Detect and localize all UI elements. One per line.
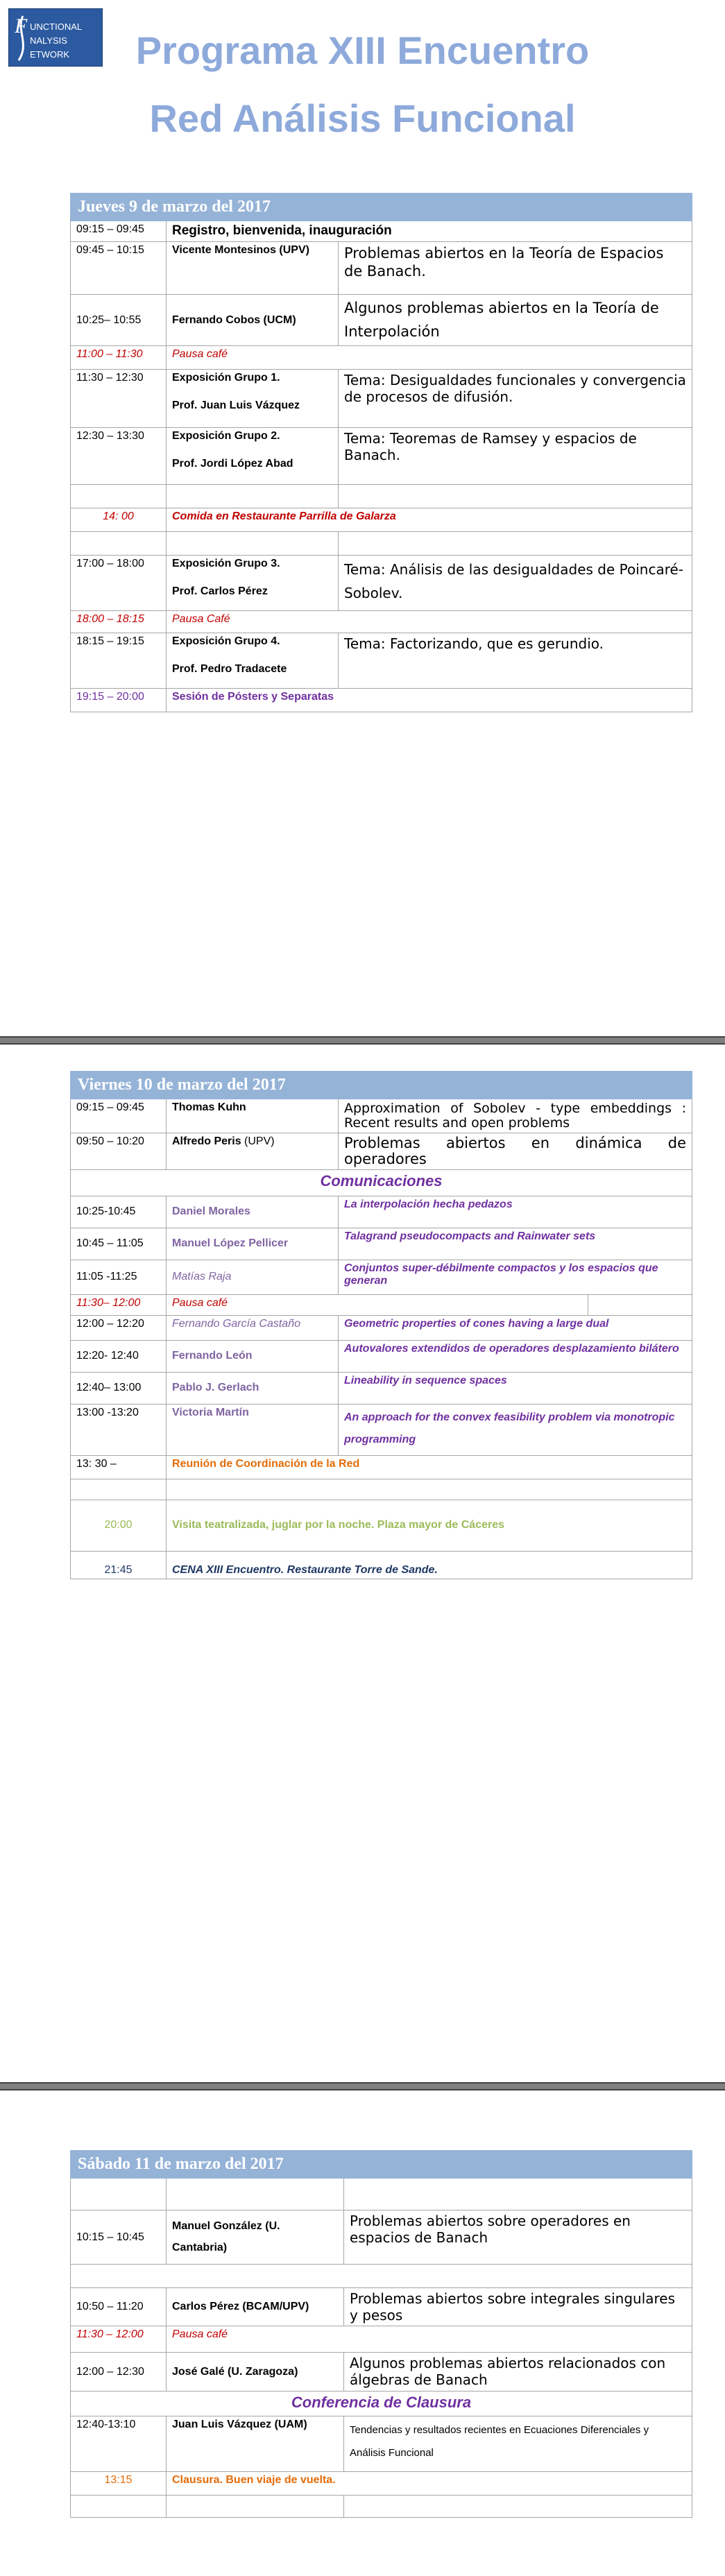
row-speaker: Victoria Martín [167, 1404, 339, 1455]
row-time: 10:45 – 11:05 [71, 1228, 167, 1260]
row-time: 11:30– 12:00 [71, 1294, 167, 1315]
row-speaker-name: Prof. Carlos Pérez [172, 585, 268, 598]
logo-line-2: NALYSIS [30, 35, 67, 46]
row-speaker: Alfredo Peris [172, 1135, 241, 1147]
row-talk: Tema: Teoremas de Ramsey y espacios de Banach. [339, 428, 692, 485]
row-speaker-name: Prof. Pedro Tradacete [172, 663, 287, 676]
row-talk: Algunos problemas abiertos en la Teoría de Interpolación [339, 295, 692, 346]
page-subtitle: Red Análisis Funcional [149, 96, 576, 140]
row-speaker: Manuel López Pellicer [167, 1228, 339, 1260]
row-time: 13:00 -13:20 [71, 1404, 167, 1455]
logo-initial: F [15, 15, 28, 37]
row-time: 09:50 – 10:20 [71, 1133, 167, 1169]
row-talk: Tema: Factorizando, que es gerundio. [339, 633, 692, 689]
row-time: 12:40-13:10 [71, 2416, 167, 2472]
row-talk: Tema: Análisis de las desigualdades de Poincaré-Sobolev. [339, 556, 692, 611]
row-time: 11:30 – 12:00 [71, 2326, 167, 2353]
row-speaker: Pablo J. Gerlach [167, 1372, 339, 1404]
row-speaker: Exposición Grupo 3. [172, 558, 280, 570]
row-time: 13: 30 – [71, 1455, 167, 1479]
row-time: 10:25– 10:55 [71, 295, 167, 346]
page-title: Programa XIII Encuentro [135, 28, 590, 72]
row-time: 12:20- 12:40 [71, 1340, 167, 1372]
row-time: 09:45 – 10:15 [71, 242, 167, 295]
section-heading: Conferencia de Clausura [71, 2392, 692, 2416]
row-speaker: José Galé (U. Zaragoza) [167, 2353, 344, 2392]
row-talk: Problemas abiertos sobre operadores en espacios de Banach [344, 2210, 692, 2265]
row-break: Pausa Café [167, 611, 692, 633]
row-speaker: Matías Raja [167, 1260, 339, 1294]
row-talk: Algunos problemas abiertos relacionados con álgebras de Banach [344, 2353, 692, 2392]
row-speaker: Vicente Montesinos (UPV) [167, 242, 339, 295]
row-talk: Approximation of Sobolev - type embeddings : Recent results and open problems [339, 1099, 692, 1133]
row-break: Pausa café [167, 346, 692, 370]
row-talk: Talagrand pseudocompacts and Rainwater sets [339, 1228, 692, 1260]
row-time: 12:00 – 12:30 [71, 2353, 167, 2392]
row-speaker: Fernando Cobos (UCM) [167, 295, 339, 346]
row-event: CENA XIII Encuentro. Restaurante Torre de Sande. [167, 1551, 692, 1579]
row-time: 17:00 – 18:00 [71, 556, 167, 611]
row-talk: Problemas abiertos en dinámica de operadores [339, 1133, 692, 1169]
row-talk: Lineability in sequence spaces [339, 1372, 692, 1404]
row-time: 21:45 [71, 1551, 167, 1579]
row-time: 18:15 – 19:15 [71, 633, 167, 689]
row-event: Registro, bienvenida, inauguración [167, 221, 692, 242]
row-talk: Problemas abiertos sobre integrales singulares y pesos [344, 2288, 692, 2326]
row-time: 14: 00 [71, 508, 167, 532]
row-time: 10:50 – 11:20 [71, 2288, 167, 2326]
row-speaker: Fernando García Castaño [167, 1315, 339, 1340]
page-divider [0, 1036, 725, 1045]
row-talk: La interpolación hecha pedazos [339, 1196, 692, 1228]
day-heading: Sábado 11 de marzo del 2017 [71, 2151, 692, 2179]
schedule-table-day3 [70, 2150, 692, 2518]
row-event: Sesión de Pósters y Separatas [167, 689, 692, 712]
row-event: Clausura. Buen viaje de vuelta. [167, 2472, 692, 2496]
logo-line-3: ETWORK [30, 49, 70, 60]
row-time: 09:15 – 09:45 [71, 221, 167, 242]
row-time: 18:00 – 18:15 [71, 611, 167, 633]
row-speaker: Juan Luis Vázquez (UAM) [167, 2416, 344, 2472]
row-time: 11:05 -11:25 [71, 1260, 167, 1294]
section-heading: Comunicaciones [71, 1169, 692, 1196]
row-meal: Comida en Restaurante Parrilla de Galarza [167, 508, 692, 532]
row-talk: Autovalores extendidos de operadores desplazamiento bilátero [339, 1340, 692, 1372]
row-time: 13:15 [71, 2472, 167, 2496]
day-heading: Viernes 10 de marzo del 2017 [71, 1072, 692, 1099]
row-speaker: Thomas Kuhn [167, 1099, 339, 1133]
row-time: 12:00 – 12:20 [71, 1315, 167, 1340]
page-divider [0, 2082, 725, 2090]
row-time: 11:00 – 11:30 [71, 346, 167, 370]
schedule-table-day1 [70, 193, 692, 712]
row-talk: Tendencias y resultados recientes en Ecuaciones Diferenciales y Análisis Funcional [344, 2416, 692, 2472]
row-speaker: Carlos Pérez (BCAM/UPV) [167, 2288, 344, 2326]
logo-line-1: UNCTIONAL [30, 22, 83, 32]
row-speaker: Exposición Grupo 1. [172, 372, 280, 384]
row-time: 20:00 [71, 1500, 167, 1551]
row-time: 10:25-10:45 [71, 1196, 167, 1228]
row-talk: Problemas abiertos en la Teoría de Espacios de Banach. [339, 242, 692, 295]
schedule-table-day2 [70, 1071, 692, 1579]
row-time: 19:15 – 20:00 [71, 689, 167, 712]
row-time: 12:40– 13:00 [71, 1372, 167, 1404]
row-break: Pausa café [167, 2326, 692, 2353]
row-speaker: Manuel González (U. Cantabria) [167, 2210, 344, 2265]
row-event: Visita teatralizada, juglar por la noche. Plaza mayor de Cáceres [167, 1500, 692, 1551]
row-time: 12:30 – 13:30 [71, 428, 167, 485]
day-heading: Jueves 9 de marzo del 2017 [71, 194, 692, 221]
row-time: 10:15 – 10:45 [71, 2210, 167, 2265]
row-speaker-name: Prof. Juan Luis Vázquez [172, 400, 300, 412]
row-affiliation: (UPV) [244, 1135, 275, 1147]
row-talk: Geometric properties of cones having a large dual [339, 1315, 692, 1340]
row-speaker-name: Prof. Jordi López Abad [172, 458, 293, 470]
row-speaker: Fernando León [167, 1340, 339, 1372]
row-time: 09:15 – 09:45 [71, 1099, 167, 1133]
row-event: Reunión de Coordinación de la Red [167, 1455, 692, 1479]
row-time: 11:30 – 12:30 [71, 370, 167, 428]
row-speaker: Exposición Grupo 2. [172, 430, 280, 443]
row-speaker: Daniel Morales [167, 1196, 339, 1228]
row-talk: Tema: Desigualdades funcionales y convergencia de procesos de difusión. [339, 370, 692, 428]
row-break: Pausa café [167, 1294, 588, 1315]
row-talk: An approach for the convex feasibility problem via monotropic programming [339, 1404, 692, 1455]
row-speaker: Exposición Grupo 4. [172, 635, 280, 648]
row-talk: Conjuntos super-débilmente compactos y los espacios que generan [339, 1260, 692, 1294]
